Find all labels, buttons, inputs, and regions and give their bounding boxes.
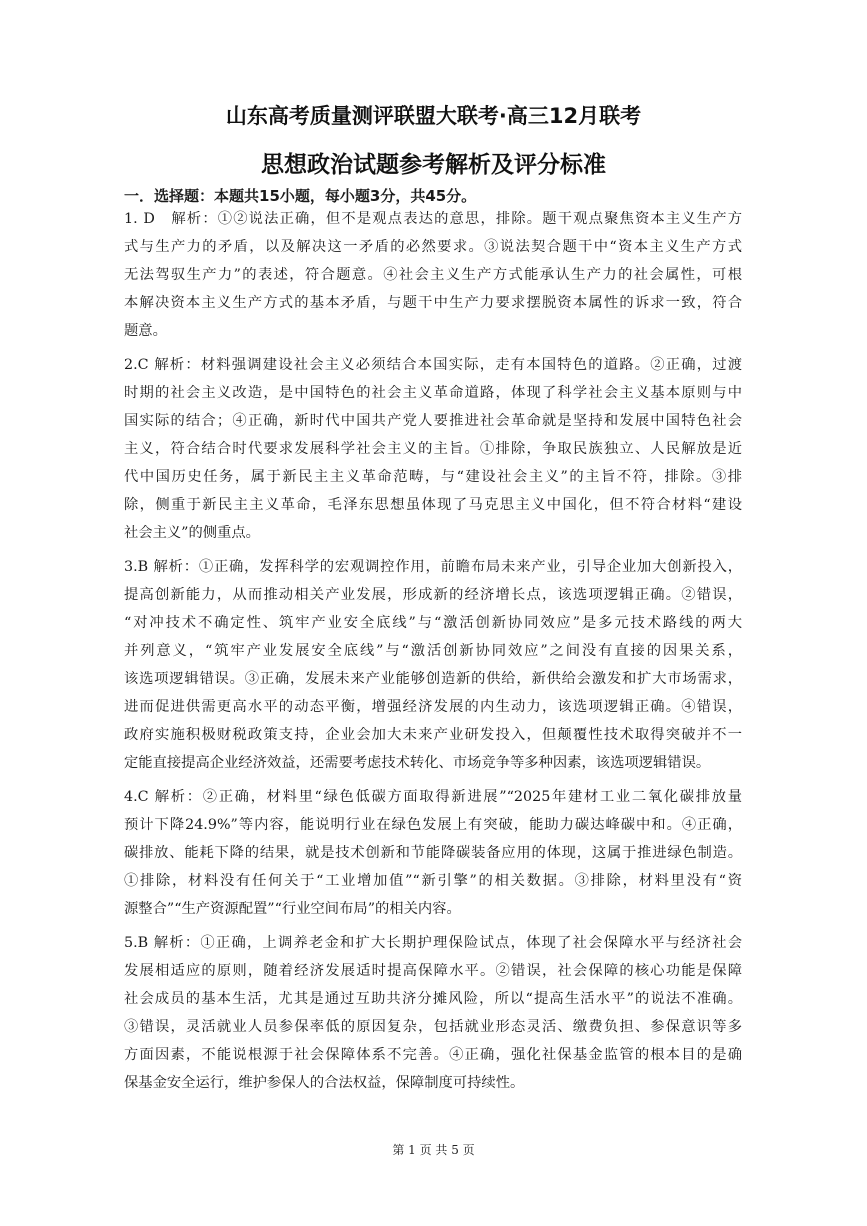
text-line: 并列意义，“筑牢产业发展安全底线”与“激活创新协同效应”之间没有直接的因果关系，	[124, 643, 742, 659]
text-line: “对冲技术不确定性、筑牢产业安全底线”与“激活创新协同效应”是多元技术路线的两大	[124, 615, 742, 631]
text-line: 5.B 解析：①正确，上调养老金和扩大长期护理保险试点，体现了社会保障水平与经济社会	[124, 935, 742, 951]
text-line: 本解决资本主义生产方式的基本矛盾，与题干中生产力要求摆脱资本属性的诉求一致，符合	[124, 295, 742, 311]
answer-item-2	[124, 351, 742, 547]
text-line: 保基金安全运行，维护参保人的合法权益，保障制度可持续性。	[124, 1075, 525, 1091]
answer-item-1	[124, 205, 742, 345]
text-line: ③错误，灵活就业人员参保率低的原因复杂，包括就业形态灵活、缴费负担、参保意识等多	[124, 1019, 742, 1035]
text-line: 无法驾驭生产力”的表述，符合题意。④社会主义生产方式能承认生产力的社会属性，可根	[124, 267, 742, 283]
text-line: ①排除，材料没有任何关于“工业增加值”“新引擎”的相关数据。③排除，材料里没有“资	[124, 873, 742, 889]
text-line: 定能直接提高企业经济效益，还需要考虑技术转化、市场竞争等多种因素，该选项逻辑错误。	[124, 755, 711, 771]
text-line: 4.C 解析：②正确，材料里“绿色低碳方面取得新进展”“2025年建材工业二氧化碳排放量	[124, 789, 742, 805]
text-line: 发展相适应的原则，随着经济发展适时提高保障水平。②错误，社会保障的核心功能是保障	[124, 963, 742, 979]
text-line: 3.B 解析：①正确，发挥科学的宏观调控作用，前瞻布局未来产业，引导企业加大创新投入，	[124, 559, 742, 575]
text-line: 除，侧重于新民主主义革命，毛泽东思想虽体现了马克思主义中国化，但不符合材料“建设	[124, 497, 742, 513]
text-line: 碳排放、能耗下降的结果，就是技术创新和节能降碳装备应用的体现，这属于推进绿色制造。	[124, 845, 742, 861]
text-line: 1. D 解析：①②说法正确，但不是观点表达的意思，排除。题干观点聚焦资本主义生产方	[124, 211, 742, 227]
text-line: 社会成员的基本生活，尤其是通过互助共济分摊风险，所以“提高生活水平”的说法不准确。	[124, 991, 742, 1007]
answer-item-3	[124, 553, 742, 777]
page-number: 第 1 页 共 5 页	[392, 1143, 475, 1157]
text-line: 式与生产力的矛盾，以及解决这一矛盾的必然要求。③说法契合题干中“资本主义生产方式	[124, 239, 742, 255]
text-line: 题意。	[124, 323, 167, 339]
text-line: 代中国历史任务，属于新民主主义革命范畴，与“建设社会主义”的主旨不符，排除。③排	[124, 469, 742, 485]
answer-item-5	[124, 929, 742, 1097]
text-line: 政府实施积极财税政策支持，企业会加大未来产业研发投入，但颠覆性技术取得突破并不一	[124, 727, 742, 743]
document-title: 思想政治试题参考解析及评分标准	[261, 152, 606, 178]
exam-title: 山东高考质量测评联盟大联考·高三12月联考	[225, 104, 642, 128]
text-line: 国实际的结合；④正确，新时代中国共产党人要推进社会革命就是坚持和发展中国特色社会	[124, 413, 742, 429]
text-line: 该选项逻辑错误。③正确，发展未来产业能够创造新的供给，新供给会激发和扩大市场需求，	[124, 671, 742, 687]
text-line: 2.C 解析：材料强调建设社会主义必须结合本国实际，走有本国特色的道路。②正确，过渡	[124, 357, 742, 373]
text-line: 进而促进供需更高水平的动态平衡，增强经济发展的内生动力，该选项逻辑正确。④错误，	[124, 699, 742, 715]
answer-body	[124, 205, 742, 1103]
answer-item-4	[124, 783, 742, 923]
text-line: 主义，符合结合时代要求发展科学社会主义的主旨。①排除，争取民族独立、人民解放是近	[124, 441, 742, 457]
text-line: 方面因素，不能说根源于社会保障体系不完善。④正确，强化社保基金监管的根本目的是确	[124, 1047, 742, 1063]
text-line: 源整合”“生产资源配置”“行业空间布局”的相关内容。	[124, 901, 461, 917]
text-line: 社会主义”的侧重点。	[124, 525, 260, 541]
text-line: 提高创新能力，从而推动相关产业发展，形成新的经济增长点，该选项逻辑正确。②错误，	[124, 587, 742, 603]
section-heading: 一．选择题：本题共15小题，每小题3分，共45分。	[124, 187, 477, 205]
text-line: 时期的社会主义改造，是中国特色的社会主义革命道路，体现了科学社会主义基本原则与中	[124, 385, 742, 401]
text-line: 预计下降24.9%”等内容，能说明行业在绿色发展上有突破，能助力碳达峰碳中和。④正确，	[124, 817, 742, 833]
